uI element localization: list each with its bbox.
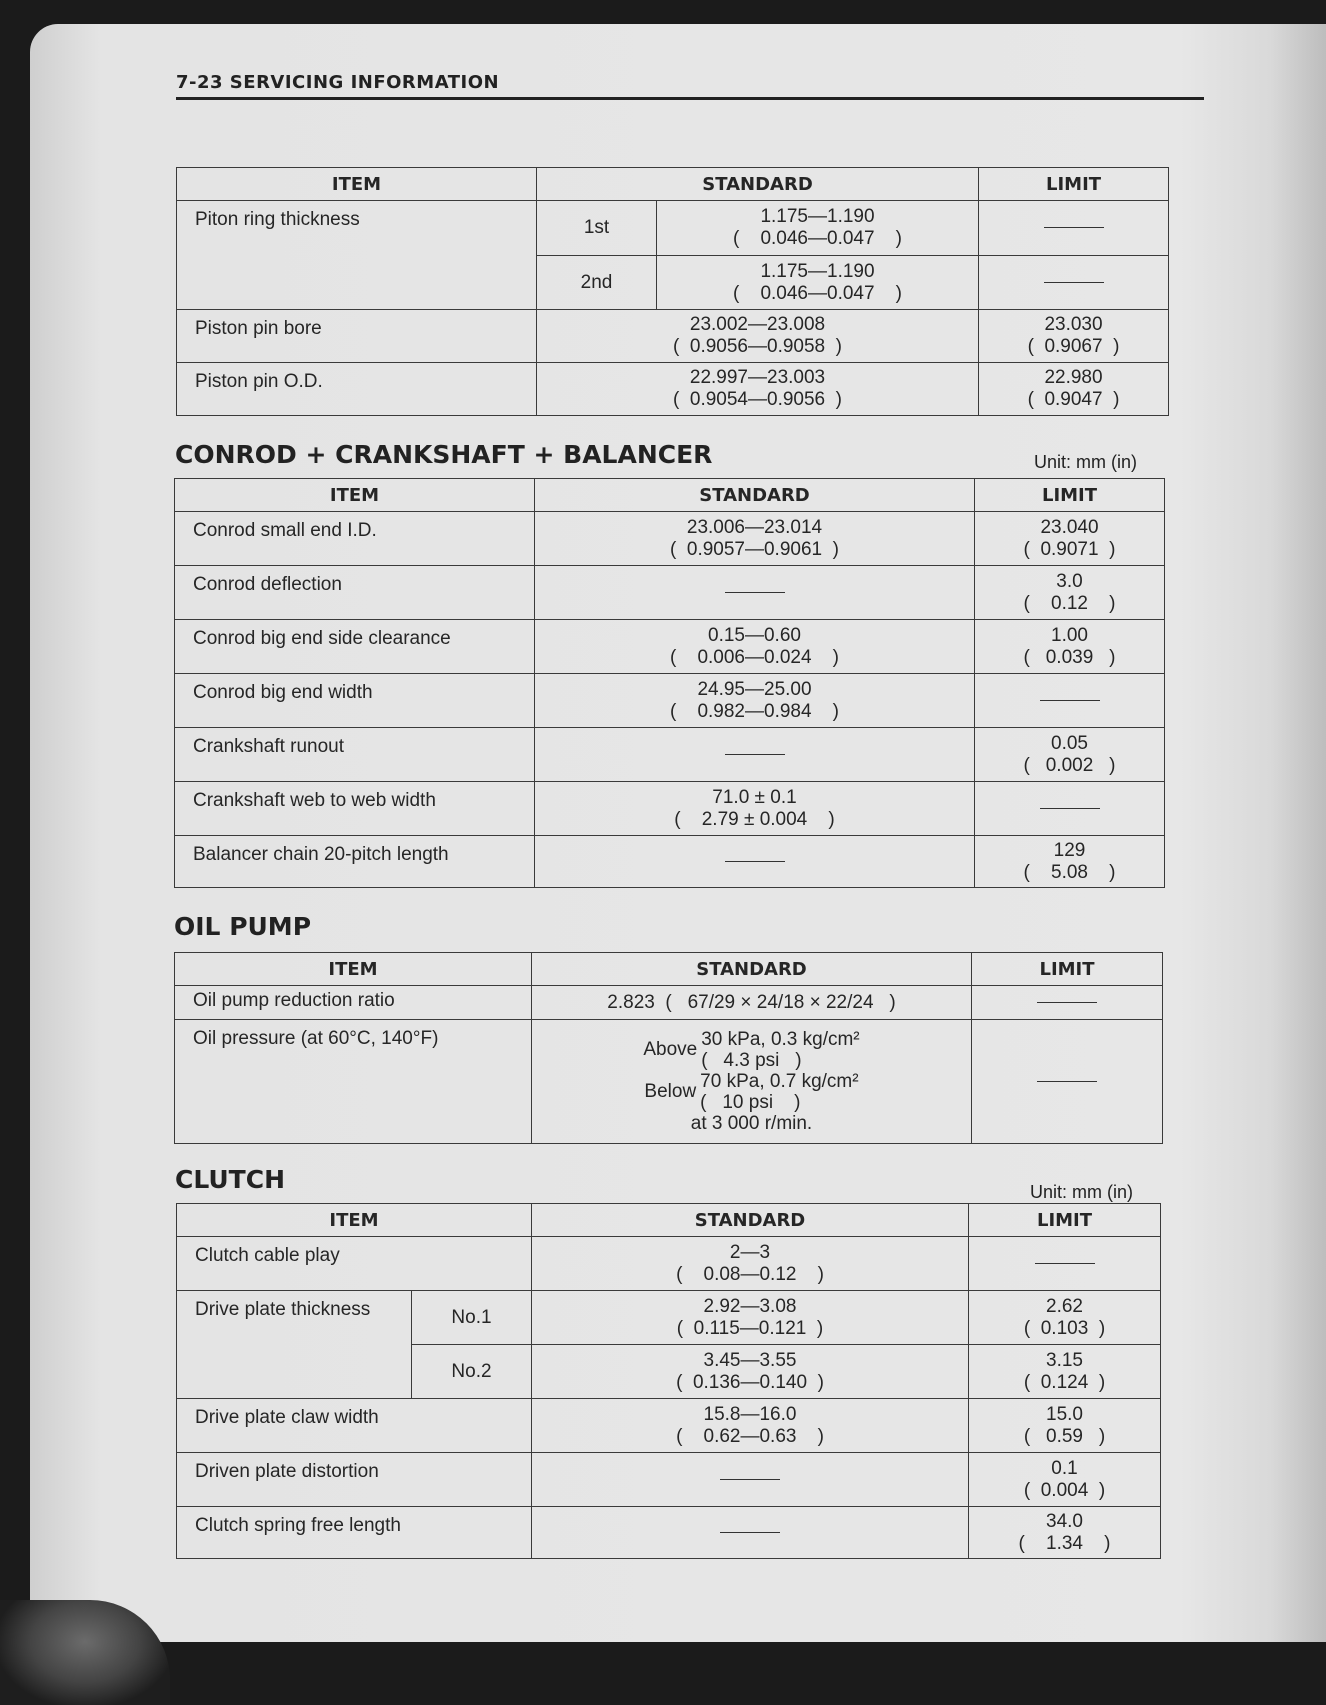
col-standard: STANDARD <box>532 953 972 986</box>
limit-cell: 0.1 ( 0.004 ) <box>969 1453 1161 1507</box>
standard-cell: 23.006—23.014 ( 0.9057—0.9061 ) <box>535 512 975 566</box>
col-item: ITEM <box>175 479 535 512</box>
sub-cell: No.2 <box>412 1345 532 1399</box>
section-title-conrod: CONROD + CRANKSHAFT + BALANCER <box>175 440 713 469</box>
limit-cell <box>969 1237 1161 1291</box>
standard-cell: 1.175—1.190 ( 0.046—0.047 ) <box>657 256 979 310</box>
sub-cell: 2nd <box>537 256 657 310</box>
item-cell: Conrod big end width <box>175 674 535 728</box>
unit-label: Unit: mm (in) <box>1034 452 1137 472</box>
standard-cell <box>535 566 975 620</box>
col-standard: STANDARD <box>535 479 975 512</box>
standard-cell: 22.997—23.003 ( 0.9054—0.9056 ) <box>537 363 979 416</box>
limit-cell <box>979 256 1169 310</box>
limit-cell: 3.15 ( 0.124 ) <box>969 1345 1161 1399</box>
piston-table <box>176 167 1169 416</box>
standard-cell: 1.175—1.190 ( 0.046—0.047 ) <box>657 201 979 256</box>
limit-cell <box>972 1020 1163 1144</box>
item-cell: Crankshaft web to web width <box>175 782 535 836</box>
conrod-table <box>174 478 1165 888</box>
standard-cell <box>532 1507 969 1559</box>
standard-cell: 23.002—23.008 ( 0.9056—0.9058 ) <box>537 310 979 363</box>
standard-cell: 2—3 ( 0.08—0.12 ) <box>532 1237 969 1291</box>
item-cell: Oil pump reduction ratio <box>175 986 532 1020</box>
page-header: 7-23 SERVICING INFORMATION <box>176 72 1204 100</box>
limit-cell: 23.040 ( 0.9071 ) <box>975 512 1165 566</box>
item-cell: Piton ring thickness <box>177 201 537 310</box>
limit-cell: 23.030 ( 0.9067 ) <box>979 310 1169 363</box>
oil-pump-table <box>174 952 1163 1144</box>
item-cell: Drive plate claw width <box>177 1399 532 1453</box>
section-title-oil-pump: OIL PUMP <box>174 912 312 941</box>
item-cell: Conrod big end side clearance <box>175 620 535 674</box>
standard-cell <box>535 728 975 782</box>
item-cell: Piston pin O.D. <box>177 363 537 416</box>
limit-cell <box>979 201 1169 256</box>
standard-cell: 15.8—16.0 ( 0.62—0.63 ) <box>532 1399 969 1453</box>
clutch-table <box>176 1203 1161 1559</box>
limit-cell <box>972 986 1163 1020</box>
standard-cell: 24.95—25.00 ( 0.982—0.984 ) <box>535 674 975 728</box>
limit-cell <box>975 674 1165 728</box>
limit-cell: 2.62 ( 0.103 ) <box>969 1291 1161 1345</box>
item-cell: Crankshaft runout <box>175 728 535 782</box>
standard-cell <box>535 836 975 888</box>
standard-cell: Above 30 kPa, 0.3 kg/cm² ( 4.3 psi ) Below 70 kPa, 0.7 kg/cm² ( 10 psi ) at 3 000 r/min. <box>532 1020 972 1144</box>
item-cell: Piston pin bore <box>177 310 537 363</box>
limit-cell: 34.0 ( 1.34 ) <box>969 1507 1161 1559</box>
limit-cell: 3.0 ( 0.12 ) <box>975 566 1165 620</box>
standard-cell <box>532 1453 969 1507</box>
standard-cell: 2.92—3.08 ( 0.115—0.121 ) <box>532 1291 969 1345</box>
limit-cell: 1.00 ( 0.039 ) <box>975 620 1165 674</box>
sub-cell: 1st <box>537 201 657 256</box>
standard-cell: 71.0 ± 0.1 ( 2.79 ± 0.004 ) <box>535 782 975 836</box>
limit-cell: 15.0 ( 0.59 ) <box>969 1399 1161 1453</box>
standard-cell: 2.823 ( 67/29 × 24/18 × 22/24 ) <box>532 986 972 1020</box>
item-cell: Conrod deflection <box>175 566 535 620</box>
section-title-clutch: CLUTCH <box>175 1165 286 1194</box>
col-limit: LIMIT <box>975 479 1165 512</box>
limit-cell: 129 ( 5.08 ) <box>975 836 1165 888</box>
item-cell: Oil pressure (at 60°C, 140°F) <box>175 1020 532 1144</box>
col-limit: LIMIT <box>979 168 1169 201</box>
col-limit: LIMIT <box>969 1204 1161 1237</box>
col-item: ITEM <box>177 168 537 201</box>
standard-cell: 0.15—0.60 ( 0.006—0.024 ) <box>535 620 975 674</box>
item-cell: Conrod small end I.D. <box>175 512 535 566</box>
item-cell: Clutch spring free length <box>177 1507 532 1559</box>
limit-cell: 0.05 ( 0.002 ) <box>975 728 1165 782</box>
col-item: ITEM <box>175 953 532 986</box>
sub-cell: No.1 <box>412 1291 532 1345</box>
limit-cell: 22.980 ( 0.9047 ) <box>979 363 1169 416</box>
limit-cell <box>975 782 1165 836</box>
col-standard: STANDARD <box>532 1204 969 1237</box>
standard-cell: 3.45—3.55 ( 0.136—0.140 ) <box>532 1345 969 1399</box>
item-cell: Clutch cable play <box>177 1237 532 1291</box>
col-standard: STANDARD <box>537 168 979 201</box>
item-cell: Drive plate thickness <box>177 1291 412 1399</box>
col-limit: LIMIT <box>972 953 1163 986</box>
unit-label: Unit: mm (in) <box>1030 1182 1133 1202</box>
item-cell: Balancer chain 20-pitch length <box>175 836 535 888</box>
item-cell: Driven plate distortion <box>177 1453 532 1507</box>
col-item: ITEM <box>177 1204 532 1237</box>
